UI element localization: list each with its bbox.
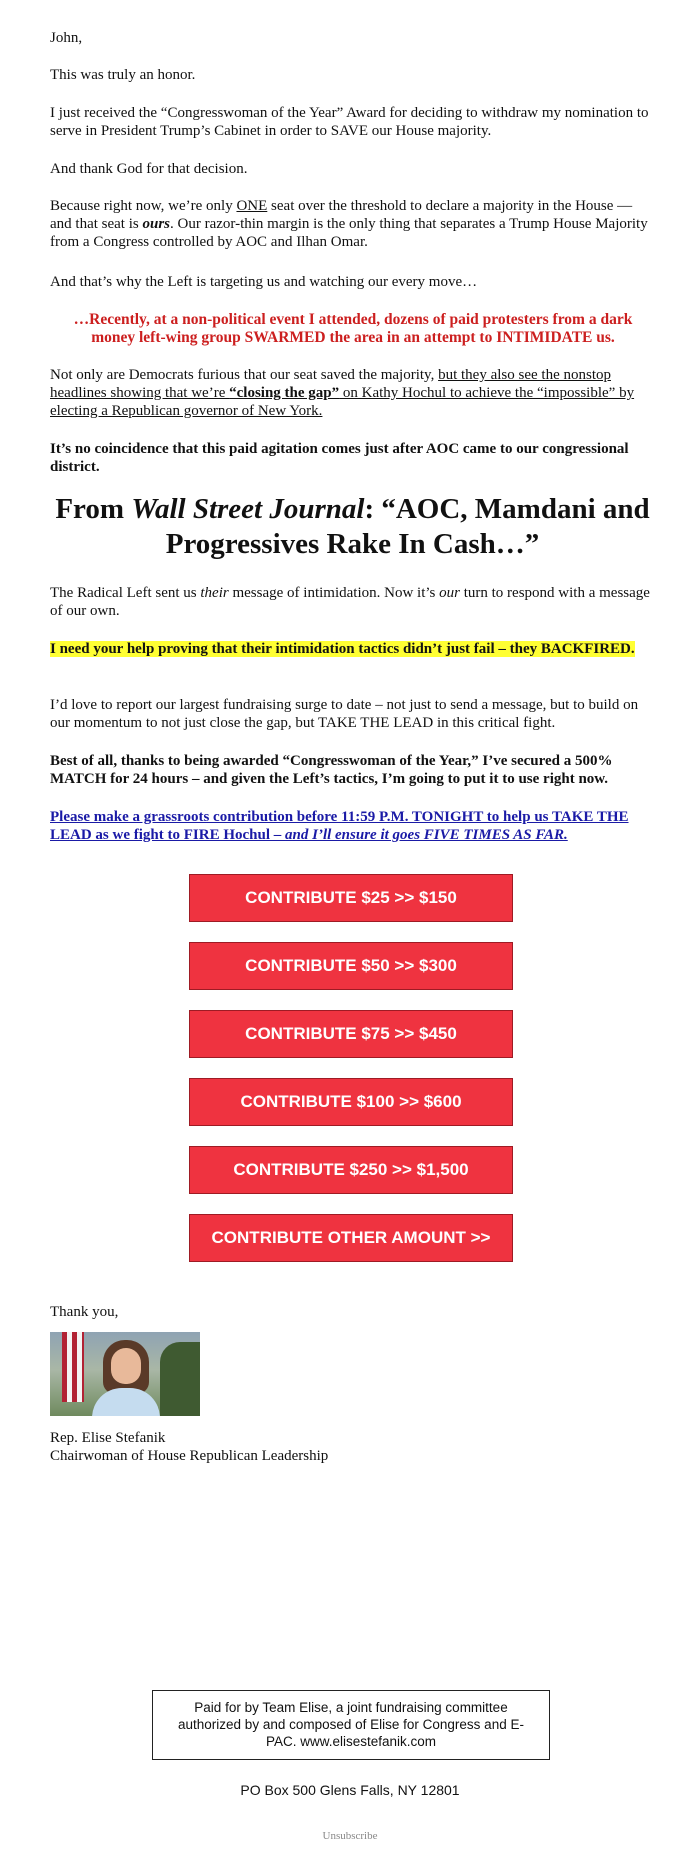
contribute-75-button[interactable]: CONTRIBUTE $75 >> $450	[189, 1010, 513, 1058]
highlighted-request: I need your help proving that their intimidation tactics didn’t just fail – they BACKFIRED.	[50, 641, 635, 657]
flag-graphic	[62, 1332, 84, 1402]
signature-photo	[50, 1332, 200, 1416]
contribute-other-amount-button[interactable]: CONTRIBUTE OTHER AMOUNT >>	[189, 1214, 513, 1262]
paragraph-coincidence: It’s no coincidence that this paid agitation comes just after AOC came to our congressional district.	[50, 441, 629, 475]
protest-alert: …Recently, at a non-political event I attended, dozens of paid protesters from a dark money left-wing group SWARMED the area in an attempt to INTIMIDATE us.	[73, 311, 633, 346]
paragraph-match: Best of all, thanks to being awarded “Congresswoman of the Year,” I’ve secured a 500% MATCH for 24 hours – and given the Left’s tactics, I’m going to put it to use right now.	[50, 753, 613, 787]
unsubscribe-link[interactable]: Unsubscribe	[322, 1830, 378, 1842]
signer-title: Chairwoman of House Republican Leadership	[50, 1448, 329, 1464]
contribute-text-link[interactable]: Please make a grassroots contribution before 11:59 P.M. TONIGHT to help us TAKE THE LEAD as we fight to FIRE Hochul – and I’ll ensure it goes FIVE TIMES AS FAR.	[50, 809, 629, 843]
ours-emphasis: ours	[142, 216, 171, 232]
paragraph-fundraising: I’d love to report our largest fundraising surge to date – not just to send a message, but to build on our momentum to not just close the gap, but TAKE THE LEAD in this critical fight.	[50, 697, 639, 731]
greeting: John,	[50, 30, 83, 46]
paragraph-majority: Because right now, we’re only ONE seat over the threshold to declare a majority in the House — and that seat is ours. Our razor-thin margin is the only thing that separates a Trump House Majority from a Congress controlled by AOC and Ilhan Omar.	[50, 198, 648, 250]
signer-name: Rep. Elise Stefanik	[50, 1430, 166, 1446]
contribute-250-button[interactable]: CONTRIBUTE $250 >> $1,500	[189, 1146, 513, 1194]
contribute-100-button[interactable]: CONTRIBUTE $100 >> $600	[189, 1078, 513, 1126]
one-emphasis: ONE	[236, 198, 268, 214]
paragraph-response: The Radical Left sent us their message of intimidation. Now it’s our turn to respond with a message of our own.	[50, 585, 650, 619]
paid-for-disclaimer: Paid for by Team Elise, a joint fundraising committee authorized by and composed of Elise for Congress and E-PAC. www.elisestefanik.com	[152, 1690, 550, 1760]
paragraph-thank-god: And thank God for that decision.	[50, 161, 248, 177]
headline-source: Wall Street Journal	[131, 493, 365, 525]
page-headline: From Wall Street Journal: “AOC, Mamdani and Progressives Rake In Cash…”	[55, 493, 650, 560]
signoff-thanks: Thank you,	[50, 1304, 119, 1320]
paragraph-award: I just received the “Congresswoman of the Year” Award for deciding to withdraw my nomination to serve in President Trump’s Cabinet in order to SAVE our House majority.	[50, 105, 649, 139]
paragraph-honor: This was truly an honor.	[50, 67, 196, 83]
contribute-50-button[interactable]: CONTRIBUTE $50 >> $300	[189, 942, 513, 990]
paragraph-closing-gap: Not only are Democrats furious that our seat saved the majority, but they also see the nonstop headlines showing that we’re “closing the gap” on Kathy Hochul to achieve the “impossible” by electing a Republican governor of New York.	[50, 367, 635, 419]
contribute-25-button[interactable]: CONTRIBUTE $25 >> $150	[189, 874, 513, 922]
paragraph-targeting: And that’s why the Left is targeting us and watching our every move…	[50, 274, 478, 290]
mailing-address: PO Box 500 Glens Falls, NY 12801	[240, 1782, 460, 1798]
closing-gap-emphasis: “closing the gap”	[229, 385, 340, 401]
